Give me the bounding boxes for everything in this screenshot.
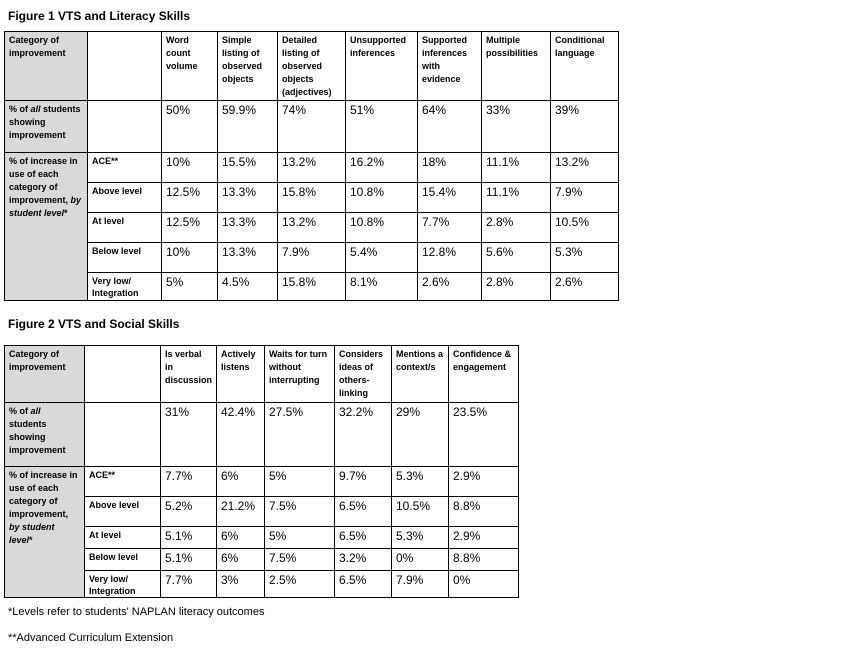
value-cell: 33% xyxy=(482,101,551,153)
level-label: At level xyxy=(85,527,161,549)
value-cell: 7.5% xyxy=(265,497,335,527)
value-cell: 39% xyxy=(551,101,619,153)
value-cell: 13.2% xyxy=(278,153,346,183)
all-students-row xyxy=(5,101,619,153)
value-cell: 32.2% xyxy=(335,403,392,467)
value-cell: 2.5% xyxy=(265,571,335,598)
value-cell: 7.7% xyxy=(161,467,217,497)
column-header: Considers ideas of others-linking xyxy=(335,346,392,403)
literacy-skills-table xyxy=(4,31,619,301)
value-cell: 5% xyxy=(265,527,335,549)
value-cell: 2.9% xyxy=(449,527,519,549)
level-label: Very low/ Integration xyxy=(85,571,161,598)
value-cell: 6% xyxy=(217,467,265,497)
level-label: Above level xyxy=(85,497,161,527)
level-row xyxy=(5,153,619,183)
column-header: Word count volume xyxy=(162,32,218,101)
value-cell: 5% xyxy=(162,273,218,301)
value-cell: 8.8% xyxy=(449,497,519,527)
level-row xyxy=(5,243,619,273)
value-cell: 15.8% xyxy=(278,273,346,301)
value-cell: 13.3% xyxy=(218,213,278,243)
value-cell: 7.9% xyxy=(278,243,346,273)
column-header: Mentions a context/s xyxy=(392,346,449,403)
value-cell: 31% xyxy=(161,403,217,467)
value-cell: 15.5% xyxy=(218,153,278,183)
column-header: Supported inferences with evidence xyxy=(418,32,482,101)
value-cell: 7.7% xyxy=(418,213,482,243)
value-cell: 11.1% xyxy=(482,153,551,183)
value-cell: 5.6% xyxy=(482,243,551,273)
value-cell: 50% xyxy=(162,101,218,153)
column-header: Simple listing of observed objects xyxy=(218,32,278,101)
level-row xyxy=(5,183,619,213)
all-students-label: % of all students showing improvement xyxy=(5,403,85,467)
value-cell: 64% xyxy=(418,101,482,153)
value-cell: 13.2% xyxy=(551,153,619,183)
column-header: Conditional language xyxy=(551,32,619,101)
value-cell: 8.1% xyxy=(346,273,418,301)
value-cell: 23.5% xyxy=(449,403,519,467)
blank-header-cell xyxy=(88,32,162,101)
blank-cell xyxy=(88,101,162,153)
value-cell: 10% xyxy=(162,153,218,183)
all-students-row xyxy=(5,403,519,467)
value-cell: 18% xyxy=(418,153,482,183)
value-cell: 11.1% xyxy=(482,183,551,213)
value-cell: 15.8% xyxy=(278,183,346,213)
value-cell: 10% xyxy=(162,243,218,273)
level-row xyxy=(5,213,619,243)
value-cell: 16.2% xyxy=(346,153,418,183)
value-cell: 12.5% xyxy=(162,183,218,213)
value-cell: 5.3% xyxy=(392,527,449,549)
level-label: Very low/ Integration xyxy=(88,273,162,301)
column-header: Actively listens xyxy=(217,346,265,403)
value-cell: 21.2% xyxy=(217,497,265,527)
value-cell: 59.9% xyxy=(218,101,278,153)
value-cell: 2.9% xyxy=(449,467,519,497)
value-cell: 5.1% xyxy=(161,527,217,549)
value-cell: 7.9% xyxy=(392,571,449,598)
value-cell: 10.8% xyxy=(346,213,418,243)
value-cell: 5.1% xyxy=(161,549,217,571)
blank-cell xyxy=(85,403,161,467)
value-cell: 6.5% xyxy=(335,497,392,527)
column-header: Is verbal in discussion xyxy=(161,346,217,403)
footnote-ace: **Advanced Curriculum Extension xyxy=(8,632,174,644)
category-header: Category of improvement xyxy=(5,32,88,101)
figure1-title: Figure 1 VTS and Literacy Skills xyxy=(8,9,191,23)
column-header: Confidence & engagement xyxy=(449,346,519,403)
column-header: Detailed listing of observed objects (adjectives) xyxy=(278,32,346,101)
level-label: ACE** xyxy=(85,467,161,497)
level-label: At level xyxy=(88,213,162,243)
value-cell: 6% xyxy=(217,527,265,549)
value-cell: 13.2% xyxy=(278,213,346,243)
value-cell: 5.2% xyxy=(161,497,217,527)
column-header: Unsupported inferences xyxy=(346,32,418,101)
value-cell: 5.4% xyxy=(346,243,418,273)
value-cell: 12.8% xyxy=(418,243,482,273)
value-cell: 10.8% xyxy=(346,183,418,213)
value-cell: 27.5% xyxy=(265,403,335,467)
value-cell: 0% xyxy=(449,571,519,598)
value-cell: 13.3% xyxy=(218,183,278,213)
level-label: Below level xyxy=(88,243,162,273)
value-cell: 2.8% xyxy=(482,273,551,301)
value-cell: 5% xyxy=(265,467,335,497)
social-skills-table xyxy=(4,345,519,598)
value-cell: 10.5% xyxy=(551,213,619,243)
column-header: Waits for turn without interrupting xyxy=(265,346,335,403)
value-cell: 0% xyxy=(392,549,449,571)
value-cell: 12.5% xyxy=(162,213,218,243)
category-header: Category of improvement xyxy=(5,346,85,403)
value-cell: 13.3% xyxy=(218,243,278,273)
value-cell: 2.6% xyxy=(418,273,482,301)
level-label: ACE** xyxy=(88,153,162,183)
value-cell: 10.5% xyxy=(392,497,449,527)
value-cell: 2.6% xyxy=(551,273,619,301)
value-cell: 2.8% xyxy=(482,213,551,243)
value-cell: 6% xyxy=(217,549,265,571)
value-cell: 29% xyxy=(392,403,449,467)
value-cell: 3% xyxy=(217,571,265,598)
value-cell: 8.8% xyxy=(449,549,519,571)
value-cell: 42.4% xyxy=(217,403,265,467)
value-cell: 7.9% xyxy=(551,183,619,213)
value-cell: 6.5% xyxy=(335,527,392,549)
all-students-label: % of all students showing improvement xyxy=(5,101,88,153)
value-cell: 7.5% xyxy=(265,549,335,571)
value-cell: 9.7% xyxy=(335,467,392,497)
increase-label: % of increase in use of each category of improvement, by student level* xyxy=(5,467,85,598)
value-cell: 15.4% xyxy=(418,183,482,213)
header-row xyxy=(5,346,519,403)
value-cell: 5.3% xyxy=(392,467,449,497)
value-cell: 3.2% xyxy=(335,549,392,571)
level-label: Above level xyxy=(88,183,162,213)
level-label: Below level xyxy=(85,549,161,571)
header-row xyxy=(5,32,619,101)
value-cell: 6.5% xyxy=(335,571,392,598)
value-cell: 7.7% xyxy=(161,571,217,598)
value-cell: 74% xyxy=(278,101,346,153)
blank-header-cell xyxy=(85,346,161,403)
figure2-title: Figure 2 VTS and Social Skills xyxy=(8,317,180,331)
footnote-levels: *Levels refer to students' NAPLAN literacy outcomes xyxy=(8,606,265,618)
column-header: Multiple possibilities xyxy=(482,32,551,101)
level-row xyxy=(5,273,619,301)
value-cell: 51% xyxy=(346,101,418,153)
level-row xyxy=(5,467,519,497)
value-cell: 4.5% xyxy=(218,273,278,301)
value-cell: 5.3% xyxy=(551,243,619,273)
increase-label: % of increase in use of each category of improvement, by student level* xyxy=(5,153,88,301)
